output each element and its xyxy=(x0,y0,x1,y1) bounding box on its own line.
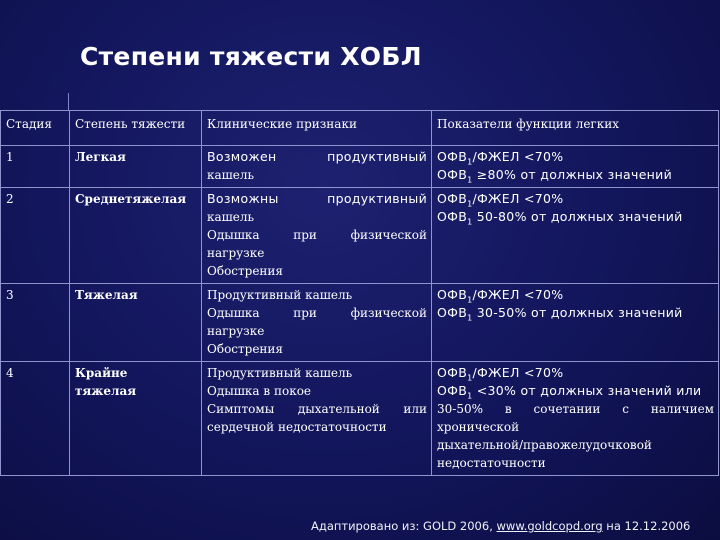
stage-number: 2 xyxy=(1,188,70,284)
lung-line: $ОФВ_1 <30\%$ от должных значений или xyxy=(437,383,702,401)
stage-number: 1 xyxy=(1,146,70,188)
severity-cell xyxy=(70,362,202,476)
severity-text: тяжелая xyxy=(75,384,137,398)
lung-function-cell xyxy=(432,362,719,476)
clinical-cell xyxy=(202,362,432,476)
lung-line: $ОФВ_1$ 50-80% от должных значений xyxy=(437,209,683,227)
stage-number: 3 xyxy=(1,284,70,362)
lung-line: недостаточности xyxy=(437,456,546,470)
footnote-suffix: на 12.12.2006 xyxy=(602,519,691,533)
clinical-line: кашель xyxy=(207,168,255,182)
decorative-accent-line xyxy=(68,93,69,111)
column-header-severity: Степень тяжести xyxy=(70,111,202,146)
lung-line: $ОФВ_1$/ФЖЕЛ <70% xyxy=(437,287,564,305)
clinical-line: Обострения xyxy=(207,264,283,278)
clinical-cell xyxy=(202,188,432,284)
lung-line: 30-50% в сочетании с наличием xyxy=(437,402,714,416)
table-header-row xyxy=(1,111,719,146)
lung-function-cell xyxy=(432,146,719,188)
clinical-line: Продуктивный кашель xyxy=(207,366,353,380)
lung-line: $ОФВ_1$/ФЖЕЛ <70% xyxy=(437,365,564,383)
lung-line: $ОФВ_1$ 30-50% от должных значений xyxy=(437,305,683,323)
stage-number: 4 xyxy=(1,362,70,476)
clinical-line: Обострения xyxy=(207,342,283,356)
source-footnote xyxy=(311,519,690,533)
clinical-line: Одышка при физической xyxy=(207,228,427,242)
table-row xyxy=(1,362,719,476)
source-link[interactable]: www.goldcopd.org xyxy=(496,519,603,533)
slide-title: Степени тяжести ХОБЛ xyxy=(80,42,422,71)
clinical-line: нагрузке xyxy=(207,246,265,260)
lung-line: $ОФВ_1$/ФЖЕЛ <70% xyxy=(437,191,564,209)
lung-function-cell xyxy=(432,284,719,362)
clinical-cell xyxy=(202,284,432,362)
table-row xyxy=(1,188,719,284)
table-row xyxy=(1,146,719,188)
severity-table xyxy=(0,110,719,476)
clinical-cell xyxy=(202,146,432,188)
severity-cell xyxy=(70,146,202,188)
clinical-line: кашель xyxy=(207,210,255,224)
clinical-line: Одышка в покое xyxy=(207,384,312,398)
lung-function-cell xyxy=(432,188,719,284)
lung-line: хронической xyxy=(437,420,520,434)
severity-text: Легкая xyxy=(75,150,126,164)
clinical-line: нагрузке xyxy=(207,324,265,338)
clinical-line: Одышка при физической xyxy=(207,306,427,320)
severity-cell xyxy=(70,188,202,284)
column-header-clinical: Клинические признаки xyxy=(202,111,432,146)
clinical-line: Продуктивный кашель xyxy=(207,288,353,302)
clinical-line: Симптомы дыхательной или xyxy=(207,402,427,416)
footnote-prefix: Адаптировано из: GOLD 2006, xyxy=(311,519,497,533)
clinical-line: Возможен продуктивный xyxy=(207,149,427,164)
table-row xyxy=(1,284,719,362)
severity-text: Тяжелая xyxy=(75,288,138,302)
column-header-stage: Стадия xyxy=(1,111,70,146)
lung-line: $ОФВ_1 \ge 80\%$ от должных значений xyxy=(437,167,673,185)
lung-line: $ОФВ_1$/ФЖЕЛ <70% xyxy=(437,149,564,167)
clinical-line: сердечной недостаточности xyxy=(207,420,387,434)
clinical-line: Возможны продуктивный xyxy=(207,191,427,206)
column-header-lung-function: Показатели функции легких xyxy=(432,111,719,146)
severity-text: Крайне xyxy=(75,366,128,380)
lung-line: дыхательной/правожелудочковой xyxy=(437,438,652,452)
severity-cell xyxy=(70,284,202,362)
severity-text: Среднетяжелая xyxy=(75,192,187,206)
